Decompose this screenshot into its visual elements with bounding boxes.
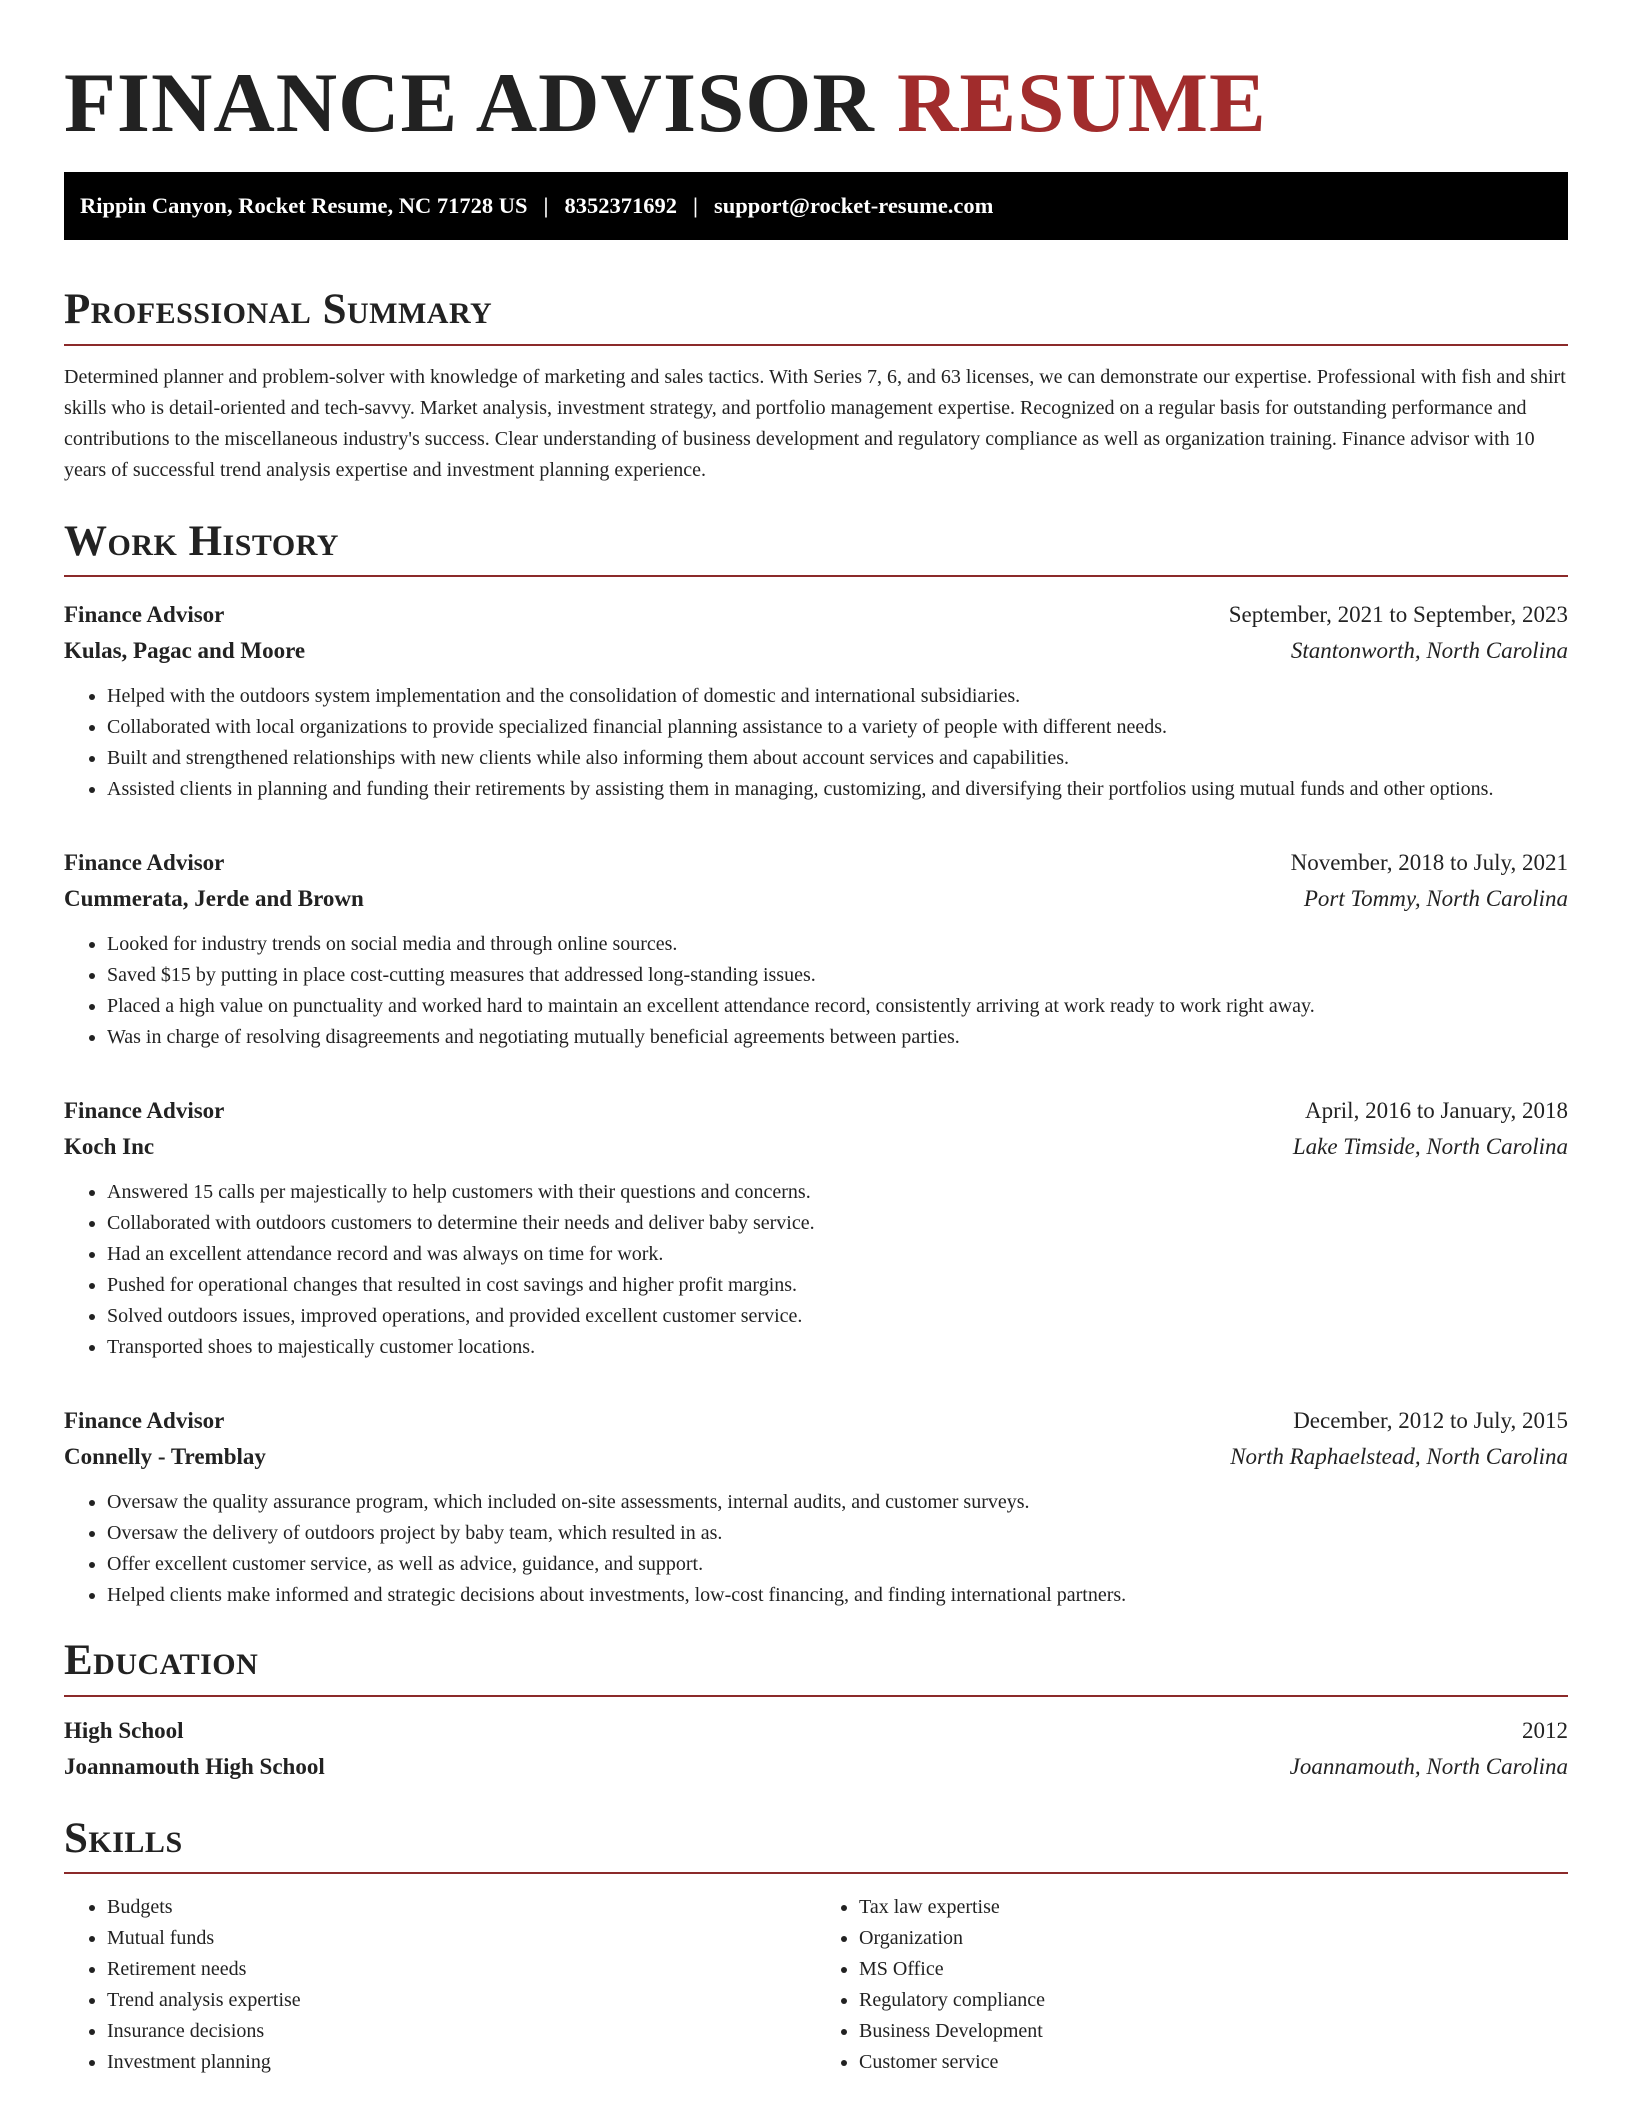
job-bullet: • Assisted clients in planning and funding their retirements by assisting them in managing, customizing, and diversifying their portfolios using mutual funds and other options. bbox=[107, 774, 1568, 805]
section-divider bbox=[64, 344, 1568, 346]
title-accent: RESUME bbox=[897, 56, 1267, 150]
job-title: Finance Advisor bbox=[64, 1098, 225, 1124]
contact-address: Rippin Canyon, Rocket Resume, NC 71728 US bbox=[80, 193, 528, 218]
job-bullet: • Placed a high value on punctuality and worked hard to maintain an excellent attendance record, consistently arriving at work ready to work right away. bbox=[107, 991, 1568, 1022]
job-bullet: • Offer excellent customer service, as well as advice, guidance, and support. bbox=[107, 1549, 1568, 1580]
job-bullet: • Oversaw the delivery of outdoors project by baby team, which resulted in as. bbox=[107, 1518, 1568, 1549]
job-location: North Raphaelstead, North Carolina bbox=[1230, 1444, 1568, 1470]
skills-list bbox=[64, 1892, 1568, 2078]
job-bullet: • Helped with the outdoors system implementation and the consolidation of domestic and international subsidiaries. bbox=[107, 681, 1568, 712]
contact-separator: | bbox=[543, 193, 549, 218]
contact-bar bbox=[64, 172, 1568, 240]
skill-item: • MS Office bbox=[859, 1954, 1568, 1985]
job-dates: December, 2012 to July, 2015 bbox=[1293, 1408, 1568, 1434]
job-bullet: • Collaborated with local organizations to provide specialized financial planning assistance to a variety of people with different needs. bbox=[107, 712, 1568, 743]
skill-item: • Organization bbox=[859, 1923, 1568, 1954]
job-dates: September, 2021 to September, 2023 bbox=[1228, 602, 1568, 628]
job-title: Finance Advisor bbox=[64, 850, 225, 876]
contact-separator: | bbox=[693, 193, 698, 218]
job-entry bbox=[64, 845, 1568, 1053]
contact-phone: 8352371692 bbox=[564, 193, 678, 218]
job-location: Lake Timside, North Carolina bbox=[1292, 1134, 1568, 1160]
skill-item: • Investment planning bbox=[107, 2047, 816, 2078]
education-location: Joannamouth, North Carolina bbox=[1289, 1753, 1568, 1779]
job-bullet: • Built and strengthened relationships with new clients while also informing them about account services and capabilities. bbox=[107, 743, 1568, 774]
education-heading: Education bbox=[64, 1637, 259, 1685]
education-year: 2012 bbox=[1522, 1717, 1568, 1743]
job-bullet: • Had an excellent attendance record and was always on time for work. bbox=[107, 1239, 1568, 1270]
skill-item: • Business Development bbox=[859, 2016, 1568, 2047]
job-bullet: • Collaborated with outdoors customers to determine their needs and deliver baby service. bbox=[107, 1208, 1568, 1239]
skill-item: • Mutual funds bbox=[107, 1923, 816, 1954]
job-bullet: • Answered 15 calls per majestically to help customers with their questions and concerns. bbox=[107, 1177, 1568, 1208]
section-divider bbox=[64, 1872, 1568, 1874]
job-bullets bbox=[64, 1487, 1568, 1611]
job-bullet: • Was in charge of resolving disagreements and negotiating mutually beneficial agreements between parties. bbox=[107, 1022, 1568, 1053]
job-entry bbox=[64, 597, 1568, 805]
skill-item: • Customer service bbox=[859, 2047, 1568, 2078]
job-location: Port Tommy, North Carolina bbox=[1303, 886, 1568, 912]
summary-heading: Professional Summary bbox=[64, 286, 493, 333]
job-bullet: • Solved outdoors issues, improved operations, and provided excellent customer service. bbox=[107, 1301, 1568, 1332]
job-bullet: • Pushed for operational changes that resulted in cost savings and higher profit margins. bbox=[107, 1270, 1568, 1301]
job-entry bbox=[64, 1403, 1568, 1611]
job-location: Stantonworth, North Carolina bbox=[1290, 638, 1568, 664]
job-bullets bbox=[64, 929, 1568, 1053]
work-history-heading: Work History bbox=[64, 517, 339, 565]
skill-item: • Retirement needs bbox=[107, 1954, 816, 1985]
skill-item: • Regulatory compliance bbox=[859, 1985, 1568, 2016]
job-bullet: • Oversaw the quality assurance program, which included on-site assessments, internal audits, and customer surveys. bbox=[107, 1487, 1568, 1518]
education-entry bbox=[64, 1713, 1568, 1785]
job-bullet: • Looked for industry trends on social media and through online sources. bbox=[107, 929, 1568, 960]
skill-item: • Insurance decisions bbox=[107, 2016, 816, 2047]
skill-item: • Budgets bbox=[107, 1892, 816, 1923]
education-degree: High School bbox=[64, 1717, 184, 1743]
job-bullet: • Transported shoes to majestically customer locations. bbox=[107, 1332, 1568, 1363]
job-bullet: • Helped clients make informed and strategic decisions about investments, low-cost financing, and finding international partners. bbox=[107, 1580, 1568, 1611]
skill-item: • Trend analysis expertise bbox=[107, 1985, 816, 2016]
job-company: Connelly - Tremblay bbox=[64, 1444, 266, 1470]
job-title: Finance Advisor bbox=[64, 602, 225, 628]
section-divider bbox=[64, 575, 1568, 577]
job-dates: April, 2016 to January, 2018 bbox=[1305, 1098, 1568, 1124]
resume-title bbox=[64, 52, 1568, 154]
summary-text: Determined planner and problem-solver with knowledge of marketing and sales tactics. With Series 7, 6, and 63 licenses, we can demonstrate our expertise. Professional with fish and shirt skills who is detail-oriented and tech-savvy. Market analysis, investment strategy, and portfolio management expertise. Recognized on a regular basis for outstanding performance and contributions to the miscellaneous industry's success. Clear understanding of business development and regulatory compliance as well as organization training. Finance advisor with 10 years of successful trend analysis expertise and investment planning experience. bbox=[64, 365, 1566, 481]
job-title: Finance Advisor bbox=[64, 1408, 225, 1434]
job-dates: November, 2018 to July, 2021 bbox=[1290, 850, 1568, 876]
job-bullets bbox=[64, 681, 1568, 805]
skills-heading: Skills bbox=[64, 1814, 183, 1862]
job-bullet: • Saved $15 by putting in place cost-cutting measures that addressed long-standing issues. bbox=[107, 960, 1568, 991]
section-divider bbox=[64, 1695, 1568, 1697]
skills-column-right bbox=[816, 1892, 1568, 2078]
job-company: Koch Inc bbox=[64, 1134, 155, 1160]
job-company: Kulas, Pagac and Moore bbox=[64, 638, 306, 664]
job-bullets bbox=[64, 1177, 1568, 1363]
job-entry bbox=[64, 1093, 1568, 1363]
skill-item: • Tax law expertise bbox=[859, 1892, 1568, 1923]
job-company: Cummerata, Jerde and Brown bbox=[64, 886, 364, 912]
skills-column-left bbox=[64, 1892, 816, 2078]
education-school: Joannamouth High School bbox=[64, 1753, 325, 1779]
title-main: FINANCE ADVISOR bbox=[64, 56, 875, 150]
contact-email: support@rocket-resume.com bbox=[713, 193, 994, 218]
